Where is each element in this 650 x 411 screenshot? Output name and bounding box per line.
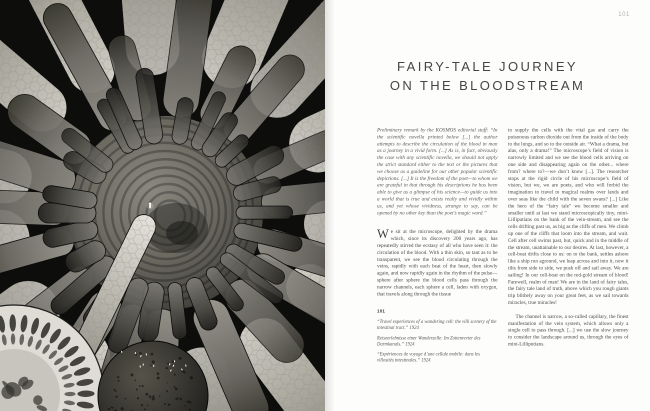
title-line-2: ON THE BLOODSTREAM bbox=[389, 78, 586, 93]
right-page bbox=[325, 0, 650, 411]
drop-cap: W bbox=[377, 227, 389, 242]
footnote-german: Reiseerlebnisse einer Wanderzelle: Im Zottenrevier des Darmkanals.” 1924 bbox=[377, 335, 481, 347]
footnote-english: “Travel experiences of a wandering cell: the villi scenery of the intestinal tract.” 1924 bbox=[377, 319, 497, 331]
article-title bbox=[325, 57, 650, 95]
footnote-french: “Expériences de voyage d’une cellule mobile: dans les villosités intestinales.” 1924 bbox=[377, 352, 480, 364]
body-text-col1: e sit at the microscope, delighted by the drama which, since its discovery 200 years ago, has repeatedly stirred the ecstasy of all who have seen it: the circulation of the blood. With a thin skin, so taut as to be transparent, we see the blood circulating through the veins, rapidly with each beat of the heart, then slowly again, and now rapidly again in the rhythm of the pulse—sphere after sphere the blood cells pass through the narrow channels, each sphere a cell, laden with oxygen, that travels along through the tissue bbox=[377, 229, 498, 297]
column-left bbox=[377, 127, 498, 364]
body-paragraph-2: The channel is narrow, a so-called capillary, the finest manifestation of the vein system, which allows only a single cell to pass through. [...] we use the slow journey to consider the landscape around us, through the eyes of mini-Lilliputians. bbox=[508, 313, 629, 347]
editorial-intro: Preliminary remark by the KOSMOS editorial staff: “In the scientific novella printed below [...] the author attempts to describe the circulation of the blood in man as a journey in a vivid form. [...] As is, in fact, obviously the case with any scientific novella, we should not apply the strict standard either to the text or the pictures that we choose as a guideline for our other popular scientific depictions. [...] It is the freedom of the poet—to whom we are grateful in that through his descriptions he has been able to give us a glimpse of his science—to guide us into a world that is true and exists really and vividly within us, and yet whose vividness, strange to say, can be opened by no other key than the poet’s magic word.” bbox=[377, 127, 498, 216]
body-text-col2: to supply the cells with the vital gas and carry the poisonous carbon dioxide out from the inside of the body to the lungs, and so to the outside air. “What a drama, but alas, only a drama!” The microscope’s field of vision is narrowly limited and we see the blood cells arriving on one side and disappearing again on the other... where from? where to?—we don’t know [...]. The researcher stops at the rigid circle of his microscope’s field of vision, but we, we are poets, and who will forbid the imagination to travel to magical realms over lands and over seas like the child with the seven swans? [...] Like the hero of the “fairy tale” we become smaller and smaller until at last we stand microscopically tiny, mini-Lilliputians on the bank of the vein-stream, and see the cells drifting past us, as big as the cliffs of men. We climb up one of the cliffs that loom into the stream, and wait. Cell after cell swims past, but, quick and in the middle of the stream, unattainable to our desires. At last, however, a cell-boat drifts close to us: on to the bank, settles ashore like a ship run aground, we leap across and into it, now it tilts from side to side, we push off and sail away. We are sailing! In our cell-boat on the red-gold stream of blood! Farewell, realm of man! We are in the land of fairy tales, the fairy tale land of truth, above which you rough giants trip blithely away on your great feet, as we sail towards miracles, true miracles! bbox=[508, 127, 629, 306]
column-right bbox=[508, 127, 629, 364]
page-number: 101 bbox=[618, 12, 630, 18]
title-line-1: FAIRY-TALE JOURNEY bbox=[397, 59, 578, 74]
body-paragraph-1 bbox=[377, 229, 498, 298]
text-columns bbox=[377, 127, 629, 411]
figure-label: 101 bbox=[377, 308, 386, 314]
